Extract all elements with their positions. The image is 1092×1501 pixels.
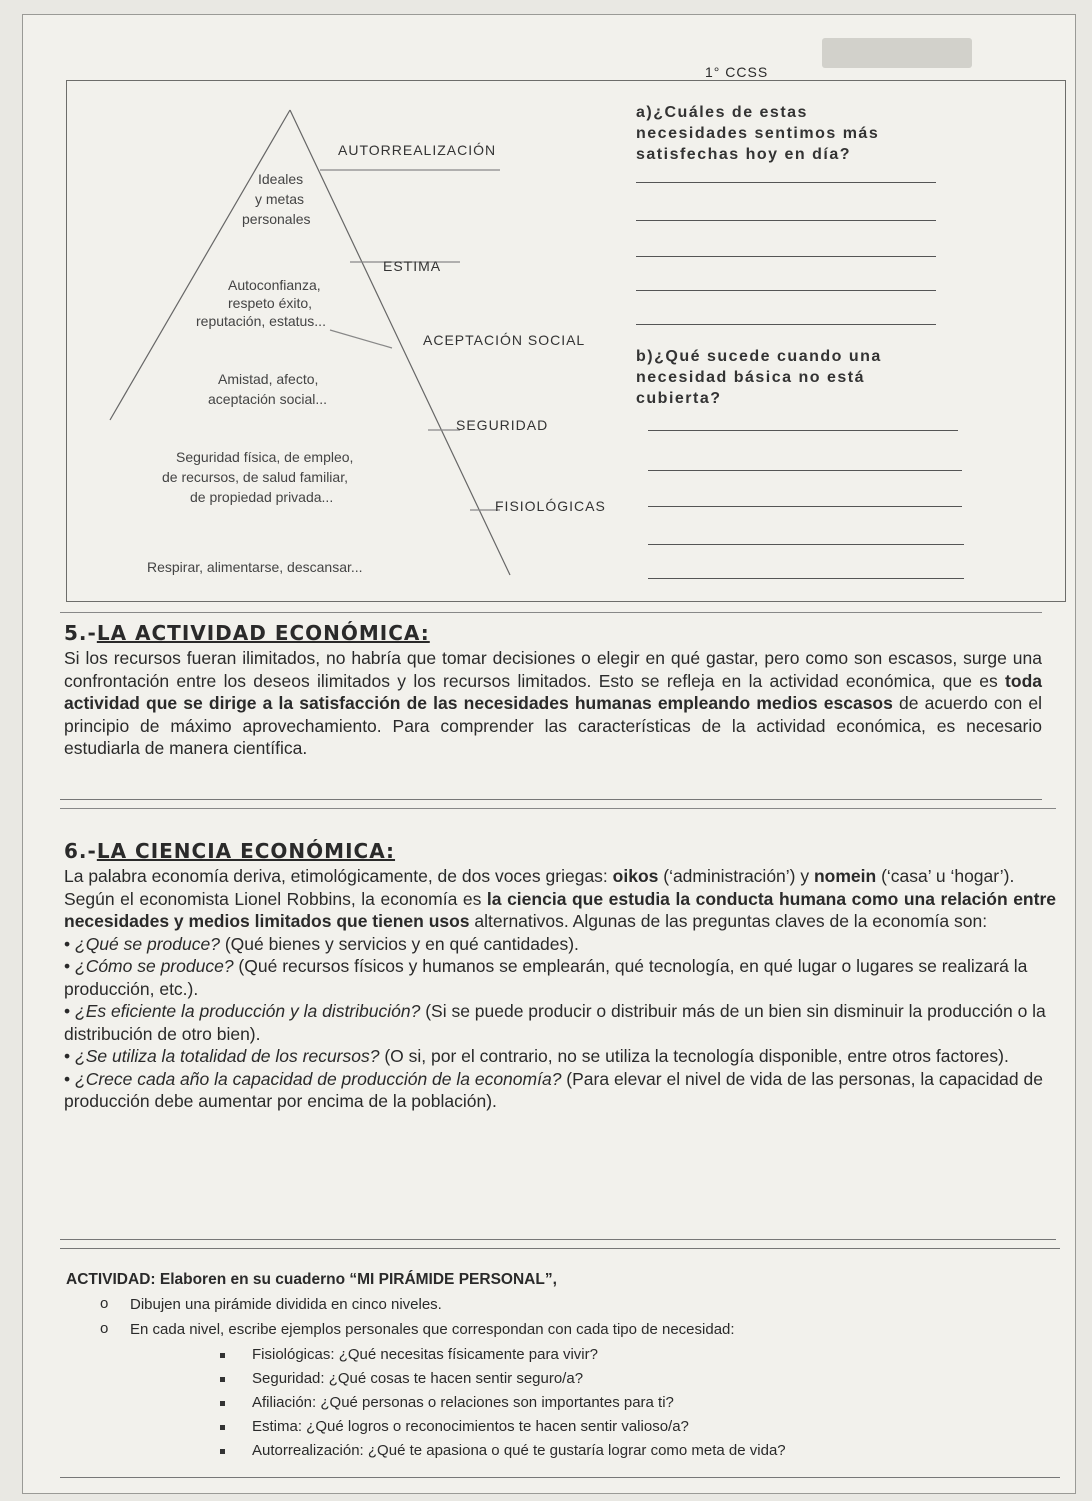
answer-line[interactable] <box>648 544 964 545</box>
list-item: • ¿Es eficiente la producción y la distribución? (Si se puede producir o distribuir más de un bien sin disminuir la producción o la distribución de otro bien). <box>64 1001 1046 1044</box>
answer-line[interactable] <box>648 506 962 507</box>
pyramid-example: Amistad, afecto, <box>218 371 319 387</box>
level-divider-3 <box>330 330 392 348</box>
pyramid-level-label: AUTORREALIZACIÓN <box>338 142 497 158</box>
section-title: 6.-LA CIENCIA ECONÓMICA: <box>64 839 396 863</box>
list-item: o En cada nivel, escribe ejemplos personales que correspondan con cada tipo de necesidad: <box>130 1320 1060 1339</box>
pyramid-example: de propiedad privada... <box>190 489 334 505</box>
activity-box <box>60 1248 1060 1478</box>
pyramid-example: aceptación social... <box>208 391 328 407</box>
answer-line[interactable] <box>636 220 936 221</box>
answer-line[interactable] <box>648 470 962 471</box>
answer-line[interactable] <box>636 290 936 291</box>
pyramid-example: Ideales <box>258 171 304 187</box>
course-header: 1° CCSS <box>705 64 769 80</box>
question-a: a)¿Cuáles de estas necesidades sentimos más satisfechas hoy en día? <box>636 104 880 163</box>
pyramid-level-label: ESTIMA <box>383 258 442 274</box>
pyramid-example: Respirar, alimentarse, descansar... <box>147 559 363 575</box>
list-item: • ¿Se utiliza la totalidad de los recursos? (O si, por el contrario, no se utiliza la tecnología disponible, entre otros factores). <box>64 1046 1009 1066</box>
answer-line[interactable] <box>648 578 964 579</box>
pyramid-level-label: SEGURIDAD <box>456 417 549 433</box>
question-b: b)¿Qué sucede cuando una necesidad básica no está cubierta? <box>636 348 882 407</box>
answer-line[interactable] <box>636 256 936 257</box>
list-item: o Dibujen una pirámide dividida en cinco niveles. <box>130 1295 1060 1314</box>
activity-heading: ACTIVIDAD: Elaboren en su cuaderno “MI PIRÁMIDE PERSONAL”, <box>66 1271 557 1288</box>
list-item: Fisiológicas: ¿Qué necesitas físicamente para vivir? <box>252 1343 1060 1367</box>
pyramid-example: reputación, estatus... <box>196 313 326 329</box>
answer-line[interactable] <box>636 182 936 183</box>
pyramid-example: personales <box>242 211 311 227</box>
pyramid-level-label: FISIOLÓGICAS <box>495 498 606 514</box>
list-item: • ¿Crece cada año la capacidad de producción de la economía? (Para elevar el nivel de vida de las personas, la capacidad de producción debe aumentar por encima de la población). <box>64 1068 1043 1111</box>
pyramid-example: y metas <box>255 191 305 207</box>
pyramid-example: Autoconfianza, <box>228 277 321 293</box>
list-item: • ¿Qué se produce? (Qué bienes y servicios y en qué cantidades). <box>64 933 579 954</box>
list-item: • ¿Cómo se produce? (Qué recursos físicos y humanos se emplearán, qué tecnología, en qué lugar o lugares se realizará la producción, etc.). <box>64 956 1028 999</box>
pyramid-example: respeto éxito, <box>228 295 313 311</box>
pyramid-level-label: ACEPTACIÓN SOCIAL <box>423 332 586 348</box>
list-item: Estima: ¿Qué logros o reconocimientos te hacen sentir valioso/a? <box>252 1415 1060 1439</box>
pyramid-example: Seguridad física, de empleo, <box>176 449 354 465</box>
pyramid-example: de recursos, de salud familiar, <box>162 469 348 485</box>
section-paragraph: La palabra economía deriva, etimológicamente, de dos voces griegas: oikos (‘administración’) y nomein (‘casa’ u ‘hogar’). <box>64 866 1015 886</box>
section-paragraph: Si los recursos fueran ilimitados, no habría que tomar decisiones o elegir en qué gastar, pero como son escasos, surge una confrontación entre los deseos ilimitados y los recursos limitados. Esto se refleja en la actividad económica, que es toda actividad que se dirige a la satisfacción de las necesidades humanas empleando medios escasos de acuerdo con el principio de máximo aprovechamiento. Para comprender las características de la actividad económica, es necesario estudiarla de manera científica. <box>64 648 1042 758</box>
list-item: Autorrealización: ¿Qué te apasiona o qué te gustaría lograr como meta de vida? <box>252 1439 1060 1463</box>
section-actividad-economica <box>60 612 1042 800</box>
section-title: 5.-LA ACTIVIDAD ECONÓMICA: <box>64 621 430 645</box>
answer-line[interactable] <box>636 324 936 325</box>
section-paragraph: Según el economista Lionel Robbins, la economía es la ciencia que estudia la conducta humana como una relación entre necesidades y medios limitados que tienen usos alternativos. Algunas de las preguntas claves de la economía son: <box>64 888 1056 931</box>
answer-line[interactable] <box>648 430 958 431</box>
list-item: Afiliación: ¿Qué personas o relaciones son importantes para ti? <box>252 1391 1060 1415</box>
section-ciencia-economica <box>60 808 1056 1240</box>
list-item: Seguridad: ¿Qué cosas te hacen sentir seguro/a? <box>252 1367 1060 1391</box>
